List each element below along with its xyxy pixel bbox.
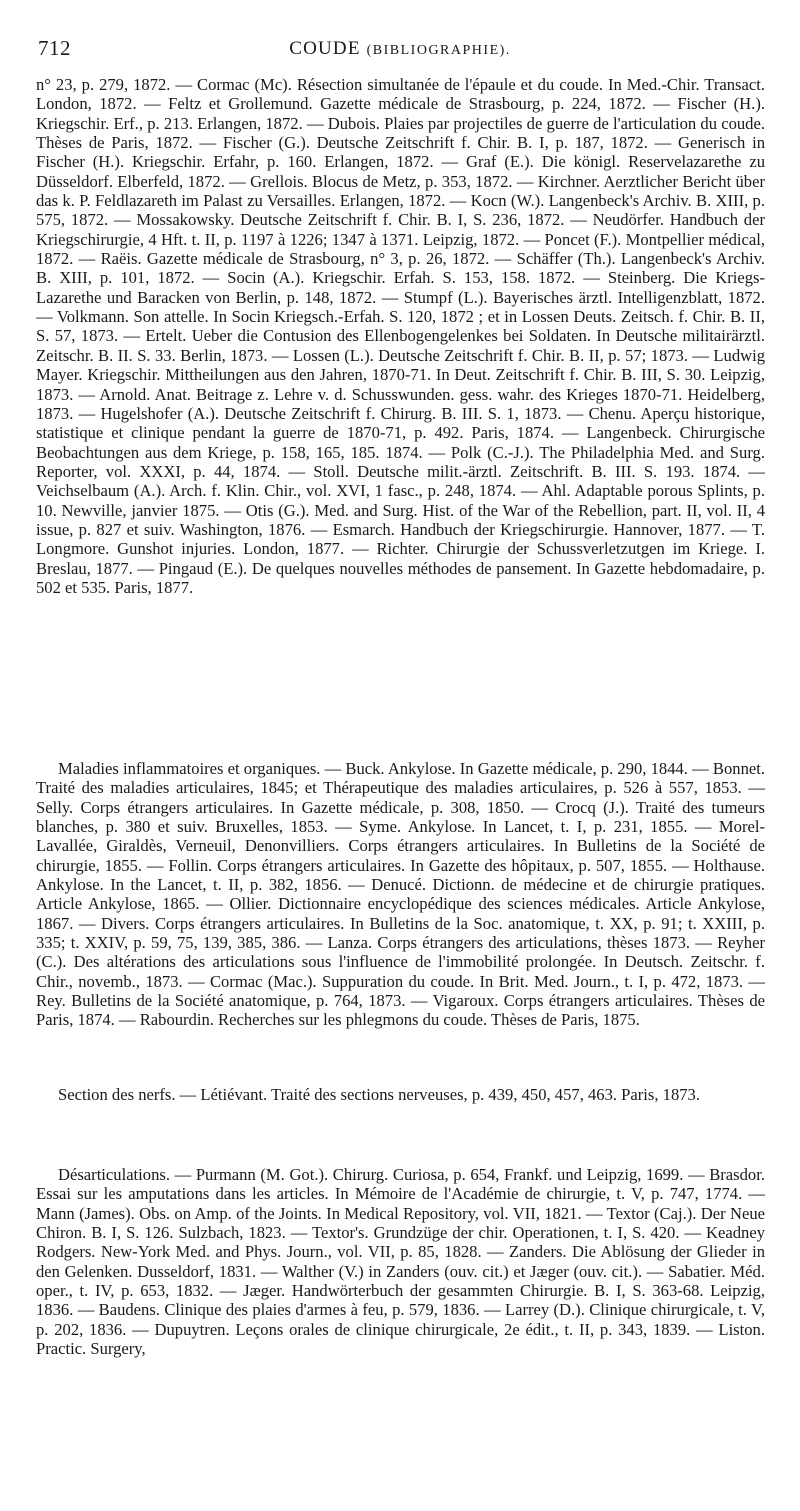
running-head [38,38,762,60]
page-number: 712 [38,36,71,60]
running-head-title: COUDE [289,38,361,59]
section-desarticulations [36,1165,765,1358]
paragraph: Maladies inflammatoires et organiques. — Buck. Ankylose. In Gazette médicale, p. 290, 1844. — Bonnet. Traité des maladies articulaires, 1845; et Thérapeutique des maladies articulaires, p. 526 à 557, 1853. — Selly. Corps étrangers articulaires. In Gazette médicale, p. 308, 1850. — Crocq (J.). Traité des tumeurs blanches, p. 380 et suiv. Bruxelles, 1853. — Syme. Ankylose. In Lancet, t. I, p. 231, 1855. — Morel-Lavallée, Giraldès, Verneuil, Denonvilliers. Corps étrangers articulaires. In Bulletins de la Société de chirurgie, 1855. — Follin. Corps étrangers articulaires. In Gazette des hôpitaux, p. 507, 1855. — Holthause. Ankylose. In the Lancet, t. II, p. 382, 1856. — Denucé. Dictionn. de médecine et de chirurgie pratiques. Article Ankylose, 1865. — Ollier. Dictionnaire encyclopédique des sciences médicales. Article Ankylose, 1867. — Divers. Corps étrangers articulaires. In Bulletins de la Soc. anatomique, t. XX, p. 91; t. XXIII, p. 335; t. XXIV, p. 59, 75, 139, 385, 386. — Lanza. Corps étrangers des articulations, thèses 1873. — Reyher (C.). Des altérations des articulations sous l'influence de l'immobilité prolongée. In Deutsch. Zeitschr. f. Chir., novemb., 1873. — Cormac (Mac.). Suppuration du coude. In Brit. Med. Journ., t. I, p. 472, 1873. — Rey. Bulletins de la Société anatomique, p. 764, 1873. — Vigaroux. Corps étrangers articulaires. Thèses de Paris, 1874. — Rabourdin. Recherches sur les phlegmons du coude. Thèses de Paris, 1875. [36,759,765,1030]
paragraph: Désarticulations. — Purmann (M. Got.). Chirurg. Curiosa, p. 654, Frankf. und Leipzig, 1699. — Brasdor. Essai sur les amputations dans les articles. In Mémoire de l'Académie de chirurgie, t. V, p. 747, 1774. — Mann (James). Obs. on Amp. of the Joints. In Medical Repository, vol. VII, 1821. — Textor (Caj.). Der Neue Chiron. B. I, S. 126. Sulzbach, 1823. — Textor's. Grundzüge der chir. Operationen, t. I, S. 420. — Keadney Rodgers. New-York Med. and Phys. Journ., vol. VII, p. 85, 1828. — Zanders. Die Ablösung der Glieder in den Gelenken. Dusseldorf, 1831. — Walther (V.) in Zanders (ouv. cit.) et Jæger (ouv. cit.). — Sabatier. Méd. oper., t. IV, p. 653, 1832. — Jæger. Handwörterbuch der gesammten Chirurgie. B. I, S. 363-68. Leipzig, 1836. — Baudens. Clinique des plaies d'armes à feu, p. 579, 1836. — Larrey (D.). Clinique chirurgicale, t. V, p. 202, 1836. — Dupuytren. Leçons orales de clinique chirurgicale, 2e édit., t. II, p. 343, 1839. — Liston. Practic. Surgery, [36,1165,765,1359]
section-maladies-inflammatoires [36,759,765,1030]
section-nerfs [36,1085,765,1104]
running-head-subtitle: (BIBLIOGRAPHIE). [366,43,511,58]
paragraph: n° 23, p. 279, 1872. — Cormac (Mc). Résection simultanée de l'épaule et du coude. In Med.-Chir. Transact. London, 1872. — Feltz et Grollemund. Gazette médicale de Strasbourg, p. 224, 1872. — Fischer (H.). Kriegschir. Erf., p. 213. Erlangen, 1872. — Dubois. Plaies par projectiles de guerre de l'articulation du coude. Thèses de Paris, 1872. — Fischer (G.). Deutsche Zeitschrift f. Chir. B. I, p. 187, 1872. — Generisch in Fischer (H.). Kriegschir. Erfahr, p. 160. Erlangen, 1872. — Graf (E.). Die königl. Reservelazarethe zu Düsseldorf. Elberfeld, 1872. — Grellois. Blocus de Metz, p. 353, 1872. — Kirchner. Aerztlicher Bericht über das k. P. Feldlazareth im Palast zu Versailles. Erlangen, 1872. — Kocn (W.). Langenbeck's Archiv. B. XIII, p. 575, 1872. — Mossakowsky. Deutsche Zeitschrift f. Chir. B. I, S. 236, 1872. — Neudörfer. Handbuch der Kriegschirurgie, 4 Hft. t. II, p. 1197 à 1226; 1347 à 1371. Leipzig, 1872. — Poncet (F.). Montpellier médical, 1872. — Raëis. Gazette médicale de Strasbourg, n° 3, p. 26, 1872. — Schäffer (Th.). Langenbeck's Archiv. B. XIII, p. 101, 1872. — Socin (A.). Kriegschir. Erfah. S. 153, 158. 1872. — Steinberg. Die Kriegs-Lazarethe und Baracken von Berlin, p. 148, 1872. — Stumpf (L.). Bayerisches ärztl. Intelligenzblatt, 1872. — Volkmann. Son attelle. In Socin Kriegsch.-Erfah. S. 120, 1872 ; et in Lossen Deuts. Zeitsch. f. Chir. B. II, S. 57, 1873. — Ertelt. Ueber die Contusion des Ellenbogengelenkes bei Soldaten. In Deutsche militairärztl. Zeitschr. B. II. S. 33. Berlin, 1873. — Lossen (L.). Deutsche Zeitschrift f. Chir. B. II, p. 57; 1873. — Ludwig Mayer. Kriegschir. Mittheilungen aus den Jahren, 1870-71. In Deut. Zeitschrift f. Chir. B. III, S. 30. Leipzig, 1873. — Arnold. Anat. Beitrage z. Lehre v. d. Schusswunden. gess. wahr. des Krieges 1870-71. Heidelberg, 1873. — Hugelshofer (A.). Deutsche Zeitschrift f. Chirurg. B. III. S. 1, 1873. — Chenu. Aperçu historique, statistique et clinique pendant la guerre de 1870-71, p. 492. Paris, 1874. — Langenbeck. Chirurgische Beobachtungen aus dem Kriege, p. 158, 165, 185. 1874. — Polk (C.-J.). The Philadelphia Med. and Surg. Reporter, vol. XXXI, p. 44, 1874. — Stoll. Deutsche milit.-ärztl. Zeitschrift. B. III. S. 193. 1874. — Veichselbaum (A.). Arch. f. Klin. Chir., vol. XVI, 1 fasc., p. 248, 1874. — Ahl. Adaptable porous Splints, p. 10. Newville, janvier 1875. — Otis (G.). Med. and Surg. Hist. of the War of the Rebellion, part. II, vol. II, 4 issue, p. 827 et suiv. Washington, 1876. — Esmarch. Handbuch der Kriegschirurgie. Hannover, 1877. — T. Longmore. Gunshot injuries. London, 1877. — Richter. Chirurgie der Schussverletzutgen im Kriege. I. Breslau, 1877. — Pingaud (E.). De quelques nouvelles méthodes de pansement. In Gazette hebdomadaire, p. 502 et 535. Paris, 1877. [36,75,765,597]
paragraph: Section des nerfs. — Létiévant. Traité des sections nerveuses, p. 439, 450, 457, 463. Paris, 1873. [58,1085,700,1104]
bibliography-continuation [36,75,765,597]
page-header [38,36,762,66]
